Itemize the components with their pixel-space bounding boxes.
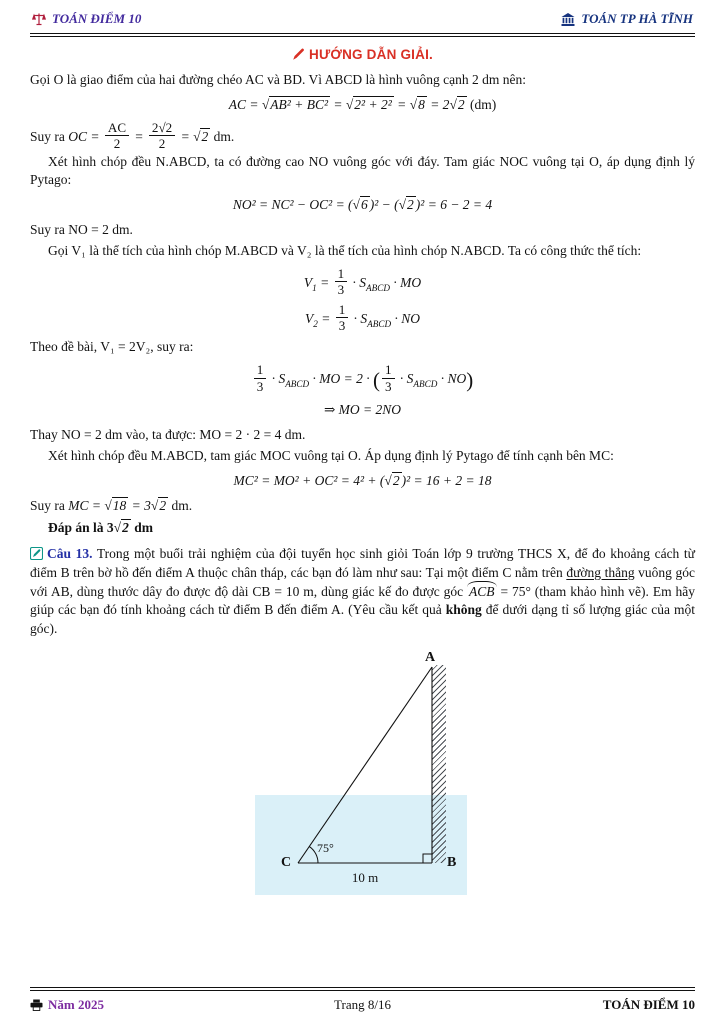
paragraph-xet-m: Xét hình chóp đều M.ABCD, tam giác MOC vuông tại O. Áp dụng định lý Pytago để tính cạnh bên MC: [48,448,614,464]
right-angle-mark [423,854,432,863]
header-right-label: TOÁN TP HÀ TĨNH [581,11,693,26]
bank-icon [561,13,575,26]
footer-page-number: Trang 8/16 [334,996,391,1012]
printer-icon [30,999,43,1011]
line-suy-ra-mc: Suy ra MC = √18 = 3√2 dm. [30,498,193,514]
equation-v1: $V_1$ = $\frac{1}{3}$ · $S_{ABCD}$ · MO [303,266,422,298]
line-suy-ra-no: Suy ra NO = 2 dm. [30,222,133,238]
paragraph-xet-n: Xét hình chóp đều N.ABCD, ta có đường cao NO vuông góc với đáy. Tam giác NOC vuông tại O, áp dụng định lý Pytago: [30,153,695,188]
equation-mo-2no: ⇒ MO = 2NO [323,402,402,418]
question-text-1: Trong một buổi trải nghiệm của đội tuyển học sinh giỏi Toán lớp 9 trường THCS X, để đo khoảng cách từ điểm B trên bờ hồ đến điểm A thuộc chân tháp, các bạn đó làm như sau: Tại một điểm C nằm trên [30,545,695,580]
equation-mc: MC² = MO² + OC² = 4² + (√2 )² = 16 + 2 = 18 [233,473,492,489]
paragraph-theo-de-bai: Theo đề bài, V₁ = 2V₂, suy ra: [30,339,194,355]
answer-line: Đáp án là 3√2 dm [48,519,153,535]
question-13 [30,545,695,639]
angle-label: 75° [317,841,334,856]
equation-no: NO² = NC² − OC² = (√6 )² − (√2 )² = 6 − 2 = 4 [232,197,493,213]
equation-v2: $V_2$ = $\frac{1}{3}$ · $S_{ABCD}$ · NO [305,301,420,334]
question-text-1b: vuông góc với AB, dùng thước dây đo được độ dài CB = 10 m, dùng giác kế đo được góc [30,564,695,599]
vertex-label-b: B [447,855,457,871]
equation-v1-2v2: $\frac{1}{3}$ · $S_{ABCD}$ · MO = 2 · ( $\frac{1}{3}$ · $S_{ABCD} \cdot NO$) [30,363,695,395]
footer-year-block [30,996,104,1014]
header-rule [30,33,695,37]
paragraph-goi-o: Gọi O là giao điểm của hai đường chéo AC và BD. Vì ABCD là hình vuông cạnh 2 dm nên: [30,72,527,88]
side-ca-hypotenuse [298,667,432,863]
page-footer [30,987,695,1014]
footer-year: Năm 2025 [48,996,104,1012]
vertex-label-a: A [425,650,436,666]
footer-rule [30,987,695,991]
header-left-label: TOÁN ĐIỂM 10 [52,11,142,26]
pencil-icon [292,48,305,61]
paragraph-goi-v: Gọi V₁ là thể tích của hình chóp M.ABCD và V₂ là thể tích của hình chóp N.ABCD. Ta có công thức thể tích: [48,243,642,259]
question-label: Câu 13. [47,545,93,561]
equation-ac: AC = √AB² + BC² = √2² + 2² = √8 = 2√2 (dm) [228,96,497,112]
header-right-brand [561,10,693,28]
question-pencil-icon [30,547,43,560]
solution-heading [30,46,695,65]
question-bold-khong: không [445,602,482,618]
scale-icon [32,12,46,26]
question-text-underlined: đường thẳng [566,564,635,580]
vertex-label-c: C [281,855,292,871]
angle-acb-notation: ACB [467,583,497,602]
footer-brand: TOÁN ĐIỂM 10 [602,996,695,1012]
question-text-2: = 75° (tham khảo hình vẽ). Em hãy giúp các bạn đó tính khoảng cách từ điểm B đến điểm A. (Yêu cầu kết quả [30,583,695,618]
page-header [30,10,695,33]
paragraph-thay-no: Thay NO = 2 dm vào, ta được: MO = 2 · 2 = 4 dm. [30,427,306,443]
base-length-label: 10 m [351,870,379,886]
question-text-3: để dưới dạng tỉ số lượng giác của một góc). [30,602,696,637]
line-oc: Suy ra OC = $\frac{AC}{2}$ = $\frac{2√2}{2}$ = √2 dm. [30,119,235,152]
header-left-brand [32,10,141,28]
triangle-figure [255,647,470,899]
solution-title: HƯỚNG DẪN GIẢI. [309,47,433,63]
